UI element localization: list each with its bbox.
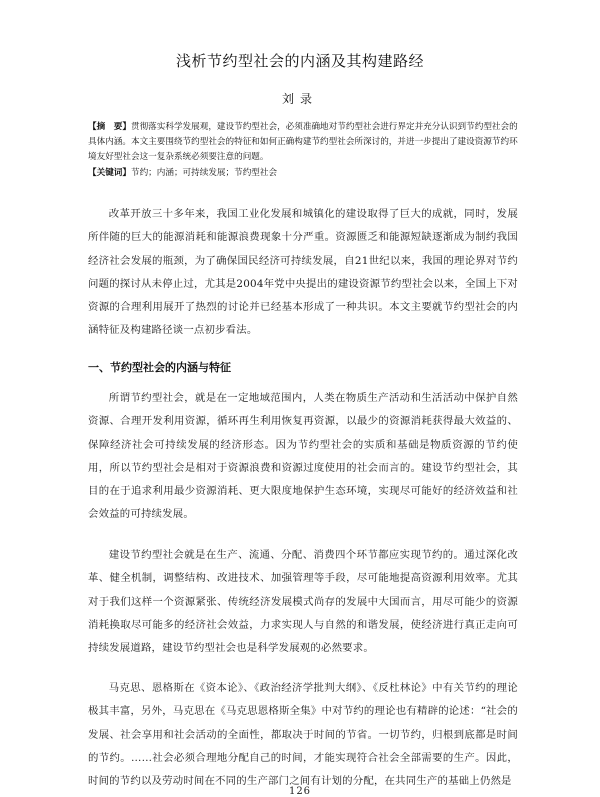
- body-paragraph: 马克思、恩格斯在《资本论》、《政治经济学批判大纲》、《反杜林论》中有关节约的理论极其丰富，另外，马克思在《马克思恩格斯全集》中对节约的理论也有精辟的论述：“社会的发展、社会享用和社会活动的全面性，都取决于时间的节省。一切节约，归根到底都是时间的节约。……社会必须合理地分配自己的时间，才能实现符合社会全部需要的生产。因此，时间的节约以及劳动时间在不同的生产部门之间有计划的分配，在共同生产的基础上仍然是: [88, 682, 518, 788]
- intro-paragraph: 改革开放三十多年来，我国工业化发展和城镇化的建设取得了巨大的成就，同时，发展所伴随的巨大的能源消耗和能源浪费现象十分严重。资源匮乏和能源短缺逐渐成为制约我国经济社会发展的瓶颈，为了确保国民经济可持续发展，自21世纪以来，我国的理论界对节约问题的探讨从未停止过，尤其是2004年党中央提出的建设资源节约型社会以来，全国上下对资源的合理利用展开了热烈的讨论并已经基本形成了一种共识。本文主要就节约型社会的内涵特征及构建路径谈一点初步看法。: [88, 208, 518, 337]
- body-paragraph: 建设节约型社会就是在生产、流通、分配、消费四个环节都应实现节约的。通过深化改革、健全机制，调整结构、改进技术、加强管理等手段，尽可能地提高资源利用效率。尤其对于我们这样一个资源紧张、传统经济发展模式尚存的发展中大国而言，用尽可能少的资源消耗换取尽可能多的经济社会效益，力求实现人与自然的和谐发展，使经济进行真正走向可持续发展道路，建设节约型社会也是科学发展观的必然要求。: [88, 549, 518, 655]
- keywords-text: 节约；内涵；可持续发展；节约型社会: [130, 168, 278, 178]
- section-heading: 一、节约型社会的内涵与特征: [88, 361, 231, 374]
- abstract: [88, 120, 518, 165]
- abstract-text: 贯彻落实科学发展观，建设节约型社会，必须准确地对节约型社会进行界定并充分认识到节约型社会的具体内涵。本文主要围绕节约型社会的特征和如何正确构建节约型社会所深讨的，并进一步提出了建设资源节约环境友好型社会这一复杂系统必须要注意的问题。: [88, 122, 518, 162]
- keywords-label: 【关键词】: [88, 168, 131, 178]
- page-number: 126: [288, 786, 312, 797]
- paper-title: 浅析节约型社会的内涵及其构建路经: [175, 52, 424, 70]
- body-paragraph: 所谓节约型社会，就是在一定地域范围内，人类在物质生产活动和生活活动中保护自然资源、合理开发利用资源，循环再生利用恢复再资源，以最少的资源消耗获得最大效益的、保障经济社会可持续发展的经济形态。因为节约型社会的实质和基础是物质资源的节约使用，所以节约型社会是相对于资源浪费和资源过度使用的社会而言的。建设节约型社会，其目的在于追求利用最少资源消耗、更大限度地保护生态环境，实现尽可能好的经济效益和社会效益的可持续发展。: [88, 392, 518, 521]
- author-name: 刘录: [281, 92, 318, 106]
- abstract-label: 【摘 要】: [88, 122, 131, 132]
- keywords: [88, 166, 518, 181]
